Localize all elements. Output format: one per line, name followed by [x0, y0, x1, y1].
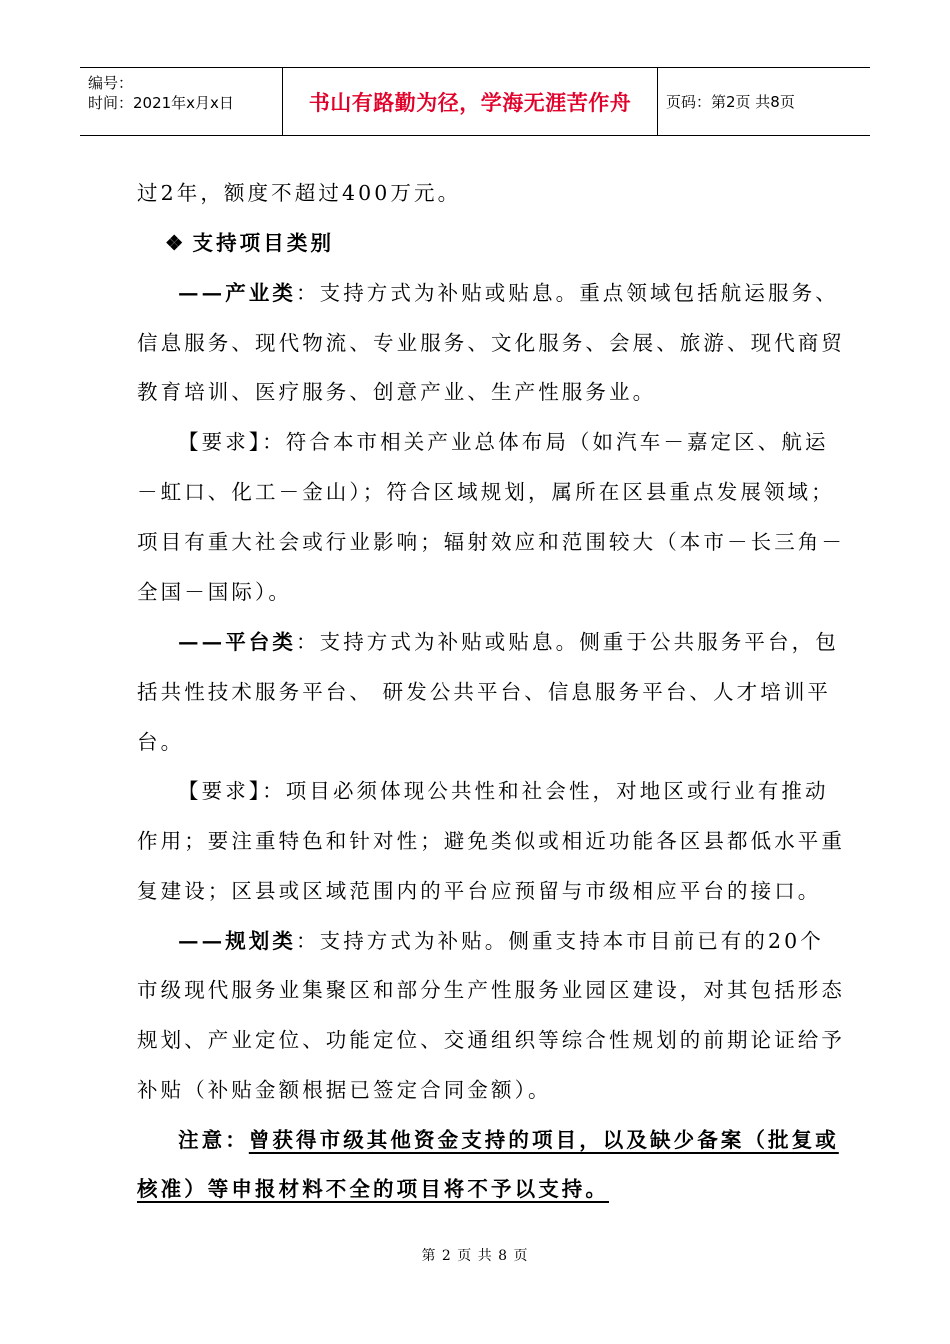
planning-line-1 [178, 927, 824, 955]
industry-label: ——产业类 [178, 281, 296, 305]
note-text: 曾获得市级其他资金支持的项目，以及缺少备案（批复或 [248, 1128, 839, 1152]
page-info: 页码：第2页 共8页 [666, 93, 795, 111]
platform-label: ——平台类 [178, 630, 296, 654]
planning-label: ——规划类 [178, 929, 296, 953]
page-header [80, 67, 870, 136]
requirement-1-line-3: 项目有重大社会或行业影响；辐射效应和范围较大（本市－长三角－ [137, 530, 845, 554]
section-title: 支持项目类别 [192, 231, 335, 255]
paragraph-line: 过2年，额度不超过400万元。 [137, 181, 462, 205]
requirement-2-line-3: 复建设；区县或区域范围内的平台应预留与市级相应平台的接口。 [137, 879, 822, 903]
platform-line-3: 台。 [137, 730, 185, 754]
industry-text: ：支持方式为补贴或贴息。重点领域包括航运服务、 [296, 281, 839, 305]
requirement-2-line-1: 【要求】：项目必须体现公共性和社会性，对地区或行业有推动 [178, 779, 829, 803]
diamond-bullet-icon: ❖ [165, 231, 187, 255]
page-footer: 第 2 页 共 8 页 [421, 1248, 529, 1264]
industry-line-3: 教育培训、医疗服务、创意产业、生产性服务业。 [137, 380, 657, 404]
number-label: 编号： [88, 74, 134, 92]
requirement-1-line-2: －虹口、化工－金山）；符合区域规划，属所在区县重点发展领域； [137, 480, 835, 504]
planning-line-3: 规划、产业定位、功能定位、交通组织等综合性规划的前期论证给予 [137, 1028, 845, 1052]
industry-line-1 [178, 279, 839, 307]
platform-line-1 [178, 628, 839, 656]
planning-line-4: 补贴（补贴金额根据已签定合同金额）。 [137, 1078, 552, 1102]
header-page-cell [658, 68, 870, 135]
section-heading [165, 229, 334, 257]
date-line: 时间：2021年x月x日 [88, 94, 234, 112]
header-meta-cell [80, 68, 283, 135]
planning-text: ：支持方式为补贴。侧重支持本市目前已有的20个 [296, 929, 824, 953]
platform-line-2: 括共性技术服务平台、 研发公共平台、信息服务平台、人才培训平 [137, 680, 832, 704]
requirement-2-line-2: 作用；要注重特色和针对性；避免类似或相近功能各区县都低水平重 [137, 829, 845, 853]
platform-text: ：支持方式为补贴或贴息。侧重于公共服务平台，包 [296, 630, 839, 654]
requirement-1-line-1: 【要求】：符合本市相关产业总体布局（如汽车－嘉定区、航运 [178, 430, 829, 454]
motto-text: 书山有路勤为径，学海无涯苦作舟 [308, 90, 632, 115]
note-line-2: 核准）等申报材料不全的项目将不予以支持。 [137, 1177, 609, 1201]
requirement-1-line-4: 全国－国际）。 [137, 580, 292, 604]
industry-line-2: 信息服务、现代物流、专业服务、文化服务、会展、旅游、现代商贸 [137, 331, 845, 355]
header-motto-cell [283, 68, 658, 135]
note-label: 注意： [178, 1128, 249, 1152]
planning-line-2: 市级现代服务业集聚区和部分生产性服务业园区建设，对其包括形态 [137, 978, 845, 1002]
note-line-1 [178, 1126, 839, 1154]
